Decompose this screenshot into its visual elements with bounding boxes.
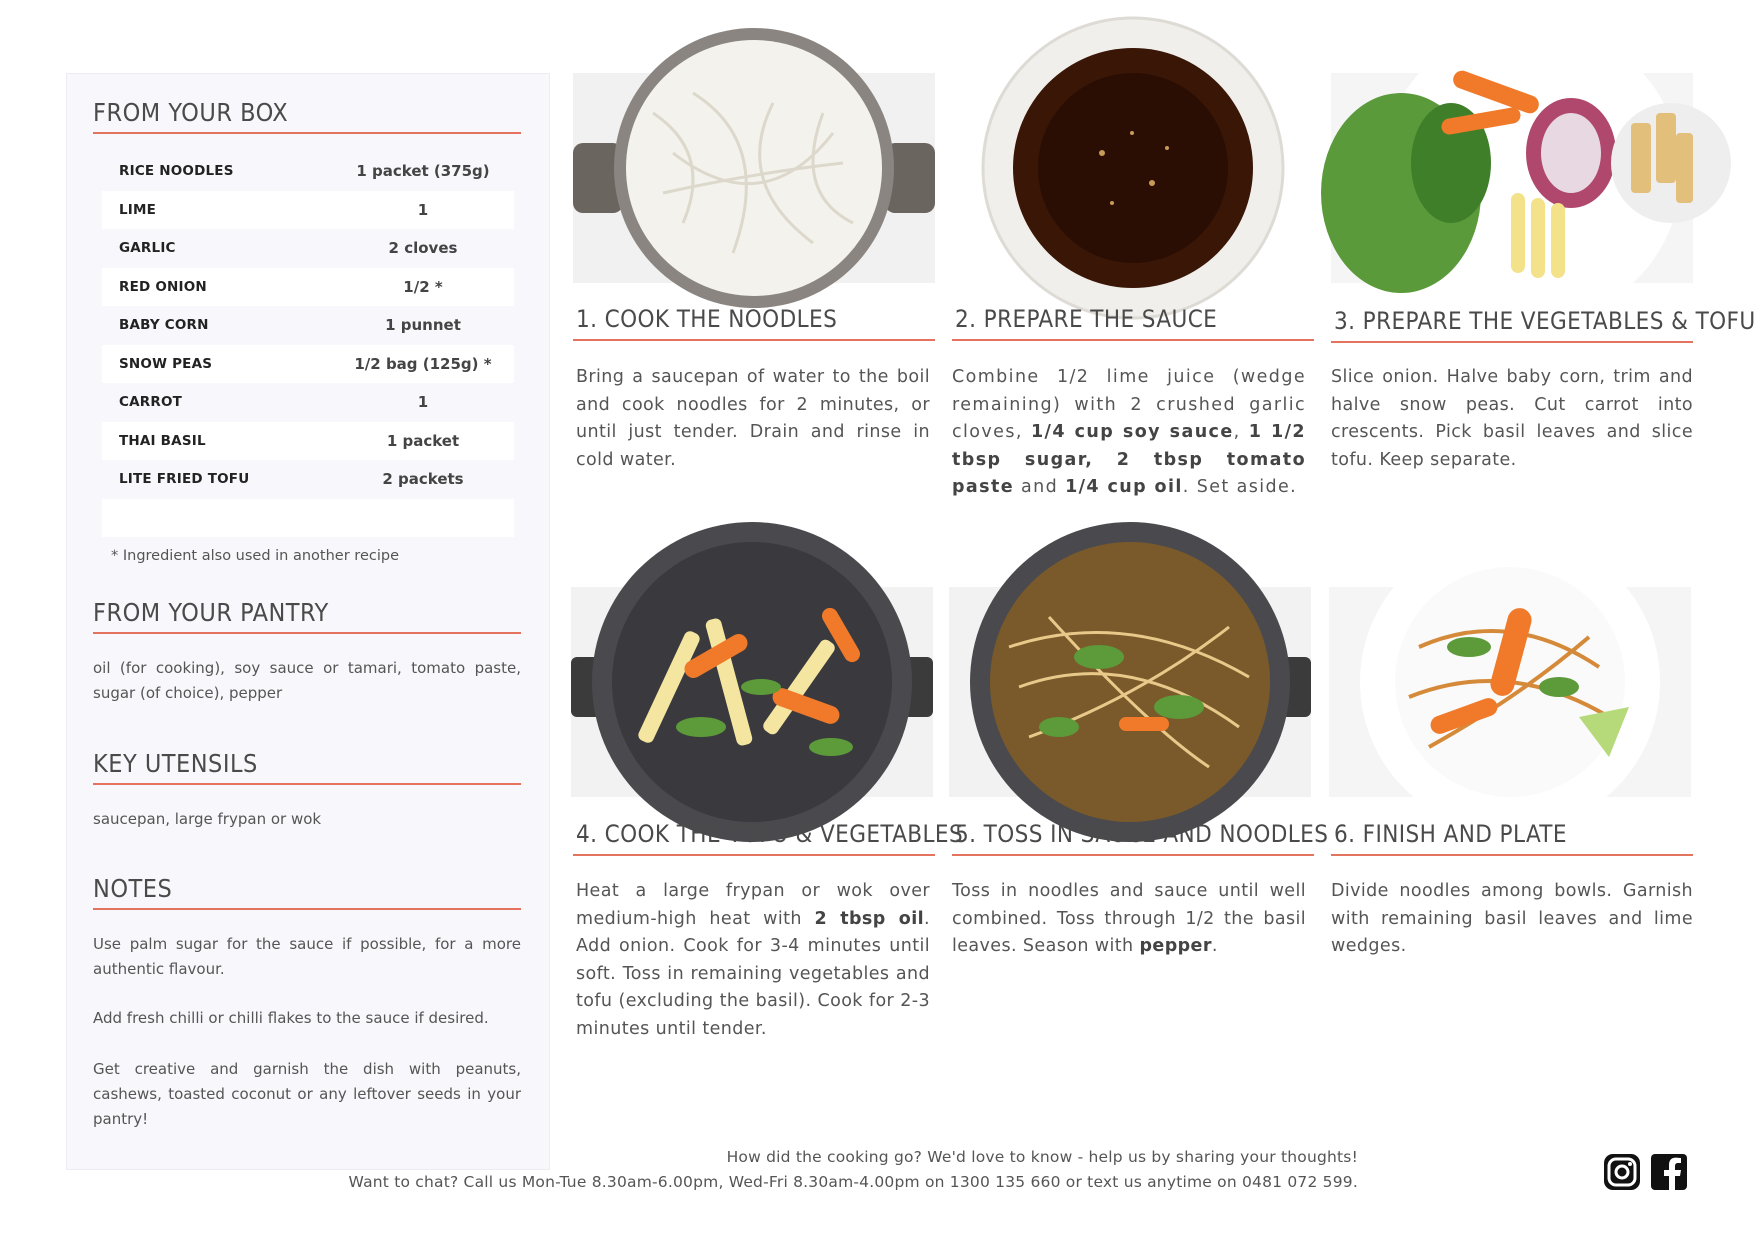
step-5-text bbox=[952, 878, 1306, 961]
step-3-title: 3. PREPARE THE VEGETABLES & TOFU bbox=[1331, 304, 1693, 343]
ingredient-row bbox=[102, 422, 514, 461]
footer-feedback-text: How did the cooking go? We'd love to know - help us by sharing your thoughts! bbox=[726, 1148, 1358, 1166]
step-text-bold: pepper bbox=[1139, 936, 1212, 956]
step-6-text bbox=[1331, 878, 1693, 961]
step-text-part: Combine 1/2 lime juice (wedge remaining) with 2 crushed garlic cloves, bbox=[952, 367, 1306, 442]
step-4-text bbox=[576, 878, 930, 1043]
ingredient-row bbox=[102, 229, 514, 268]
note-item: Add fresh chilli or chilli flakes to the sauce if desired. bbox=[93, 1009, 489, 1027]
step-text-bold: 1/4 cup oil bbox=[1065, 477, 1183, 497]
step-6-photo bbox=[1329, 587, 1691, 797]
step-4-title: 4. COOK THE TOFU & VEGETABLES bbox=[573, 817, 935, 856]
step-text-part: . Add onion. Cook for 3-4 minutes until soft. Toss in remaining vegetables and tofu (excluding the basil). Cook for 2-3 minutes until tender. bbox=[576, 908, 930, 1039]
key-utensils-title: KEY UTENSILS bbox=[93, 749, 521, 785]
ingredient-qty: 1 bbox=[417, 393, 429, 412]
ingredient-footnote: * Ingredient also used in another recipe bbox=[111, 548, 399, 564]
ingredient-name: RICE NOODLES bbox=[119, 163, 234, 180]
step-6-title: 6. FINISH AND PLATE bbox=[1331, 817, 1693, 856]
step-text-part: and bbox=[1014, 477, 1066, 497]
ingredient-name: LITE FRIED TOFU bbox=[119, 471, 250, 488]
step-text-part: Heat a large frypan or wok over medium-high heat with bbox=[576, 881, 930, 929]
facebook-icon[interactable] bbox=[1650, 1153, 1688, 1191]
ingredient-name: RED ONION bbox=[119, 278, 207, 295]
step-1-text bbox=[576, 364, 930, 474]
ingredient-row bbox=[102, 268, 514, 307]
ingredient-row bbox=[102, 383, 514, 422]
from-your-pantry-title: FROM YOUR PANTRY bbox=[93, 598, 521, 634]
ingredient-qty: 1 packet (375g) bbox=[356, 162, 490, 181]
ingredient-row bbox=[102, 191, 514, 230]
ingredient-name: SNOW PEAS bbox=[119, 355, 213, 372]
step-2-text bbox=[952, 364, 1306, 502]
ingredient-qty: 2 cloves bbox=[388, 239, 458, 258]
ingredient-row bbox=[102, 345, 514, 384]
step-5-photo bbox=[949, 587, 1311, 797]
notes-title: NOTES bbox=[93, 874, 521, 910]
ingredient-name: CARROT bbox=[119, 394, 183, 411]
step-text-part: , bbox=[1233, 422, 1249, 442]
step-3-text bbox=[1331, 364, 1693, 474]
footer bbox=[349, 1145, 1358, 1195]
instagram-icon[interactable] bbox=[1603, 1153, 1641, 1191]
ingredient-name: GARLIC bbox=[119, 240, 176, 257]
step-4-photo bbox=[571, 587, 933, 797]
step-text-part: . bbox=[1211, 936, 1218, 956]
ingredient-qty: 2 packets bbox=[382, 470, 464, 489]
ingredient-name: LIME bbox=[119, 201, 157, 218]
from-your-box-title: FROM YOUR BOX bbox=[93, 98, 521, 134]
ingredient-row bbox=[102, 460, 514, 499]
step-1-photo bbox=[573, 73, 935, 283]
footer-contact-text: Want to chat? Call us Mon-Tue 8.30am-6.00pm, Wed-Fri 8.30am-4.00pm on 1300 135 660 or text us anytime on 0481 072 599. bbox=[348, 1173, 1358, 1191]
ingredient-qty: 1/2 bag (125g) * bbox=[354, 354, 492, 373]
ingredient-qty: 1/2 * bbox=[403, 277, 443, 296]
ingredient-row bbox=[102, 306, 514, 345]
sidebar bbox=[66, 73, 550, 1170]
step-5-title: 5. TOSS IN SAUCE AND NOODLES bbox=[952, 817, 1314, 856]
ingredient-qty: 1 bbox=[417, 200, 429, 219]
step-text-bold: 2 tbsp oil bbox=[814, 908, 925, 929]
step-text-part: Bring a saucepan of water to the boil and cook noodles for 2 minutes, or until just tender. Drain and rinse in cold water. bbox=[576, 367, 930, 470]
step-text-part: . Set aside. bbox=[1182, 477, 1298, 497]
step-1-title: 1. COOK THE NOODLES bbox=[573, 302, 935, 341]
step-text-part: Divide noodles among bowls. Garnish with remaining basil leaves and lime wedges. bbox=[1331, 881, 1693, 956]
note-item: Use palm sugar for the sauce if possible, for a more authentic flavour. bbox=[93, 935, 521, 978]
ingredient-row bbox=[102, 152, 514, 191]
ingredient-qty: 1 punnet bbox=[385, 316, 461, 335]
step-2-title: 2. PREPARE THE SAUCE bbox=[952, 302, 1314, 341]
step-text-part: Toss in noodles and sauce until well combined. Toss through 1/2 the basil leaves. Season with bbox=[952, 881, 1306, 956]
step-text-bold: 1/4 cup soy sauce bbox=[1030, 422, 1234, 442]
ingredient-empty-row bbox=[102, 499, 514, 537]
step-3-photo bbox=[1331, 73, 1693, 283]
ingredient-name: BABY CORN bbox=[119, 317, 209, 334]
note-item: Get creative and garnish the dish with peanuts, cashews, toasted coconut or any leftover seeds in your pantry! bbox=[93, 1060, 521, 1128]
step-text-part: Slice onion. Halve baby corn, trim and halve snow peas. Cut carrot into crescents. Pick basil leaves and slice tofu. Keep separate. bbox=[1331, 367, 1693, 470]
pantry-text: oil (for cooking), soy sauce or tamari, tomato paste, sugar (of choice), pepper bbox=[93, 659, 521, 702]
ingredients-table bbox=[102, 152, 514, 537]
ingredient-name: THAI BASIL bbox=[119, 432, 206, 449]
ingredient-qty: 1 packet bbox=[386, 431, 460, 450]
step-2-photo bbox=[952, 73, 1314, 283]
step-text-bold: 1 1/2 tbsp sugar, 2 tbsp tomato paste bbox=[952, 422, 1306, 497]
utensils-text: saucepan, large frypan or wok bbox=[93, 810, 322, 828]
